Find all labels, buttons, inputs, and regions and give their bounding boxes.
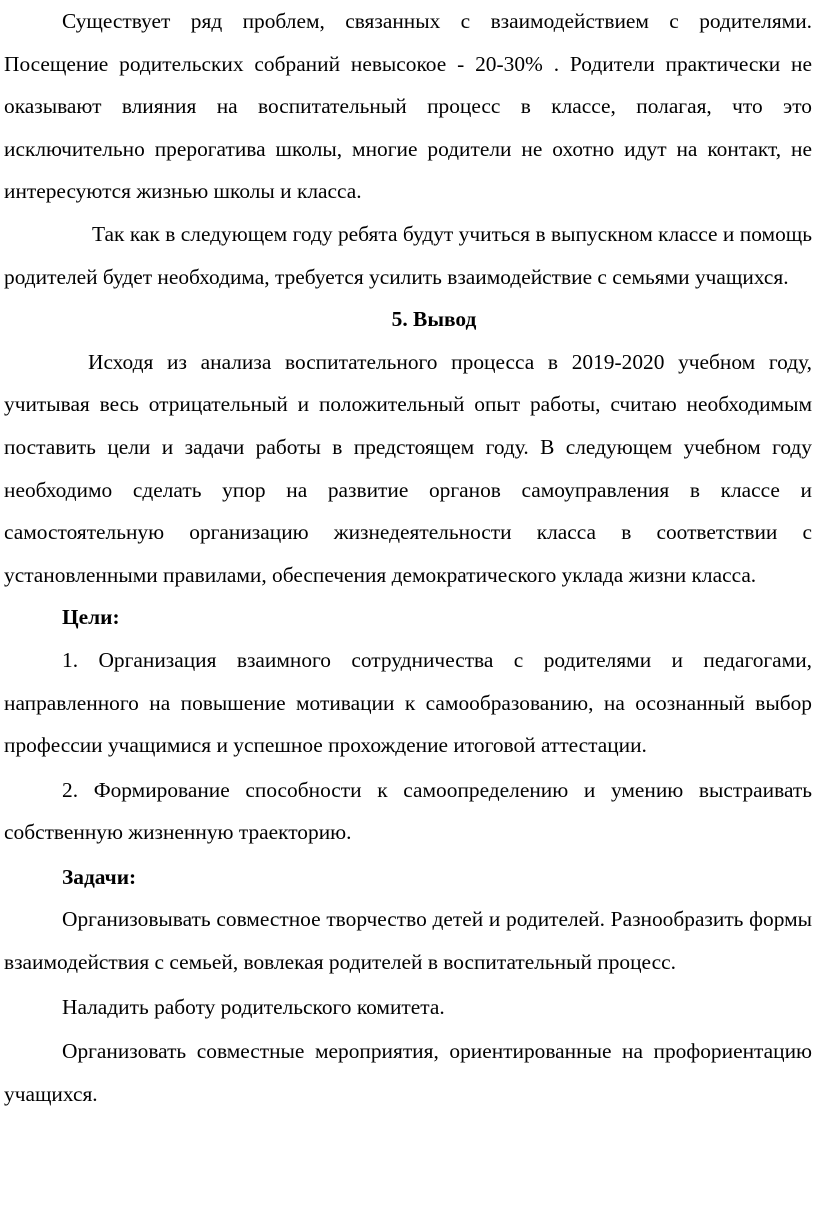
goal-item-1: 1. Организация взаимного сотрудничества с родителями и педагогами, направленного на повышение мотивации к самообразованию, на осознанный выбор профессии учащимися и успешное прохождение итоговой аттестации. bbox=[4, 647, 812, 758]
task-item-2: Наладить работу родительского комитета. bbox=[62, 994, 445, 1019]
paragraph-conclusion: Исходя из анализа воспитательного процесса в 2019-2020 учебном году, учитывая весь отрицательный и положительный опыт работы, считаю необходимым поставить цели и задачи работы в предстоящем году. В следующем учебном году необходимо сделать упор на развитие органов самоуправления в классе и самостоятельную организацию жизнедеятельности класса в соответствии с установленными правилами, обеспечения демократического уклада жизни класса. bbox=[4, 349, 812, 587]
goals-label: Цели: bbox=[62, 605, 120, 630]
document-page bbox=[4, 0, 812, 1115]
section-heading: 5. Вывод bbox=[391, 307, 477, 332]
task-item-3: Организовать совместные мероприятия, ориентированные на профориентацию учащихся. bbox=[4, 1039, 812, 1106]
tasks-label: Задачи: bbox=[62, 864, 137, 889]
task-item-1: Организовывать совместное творчество детей и родителей. Разнообразить формы взаимодействия с семьей, вовлекая родителей в воспитательный процесс. bbox=[4, 907, 812, 975]
goal-item-2: 2. Формирование способности к самоопределению и умению выстраивать собственную жизненную траекторию. bbox=[4, 777, 812, 845]
paragraph-next-year: Так как в следующем году ребята будут учиться в выпускном классе и помощь родителей будет необходима, требуется усилить взаимодействие с семьями учащихся. bbox=[4, 221, 812, 289]
paragraph-problems: Существует ряд проблем, связанных с взаимодействием с родителями. Посещение родительских собраний невысокое - 20-30% . Родители практически не оказывают влияния на воспитательный процесс в классе, полагая, что это исключительно прерогатива школы, многие родители не охотно идут на контакт, не интересуются жизнью школы и класса. bbox=[4, 9, 812, 204]
